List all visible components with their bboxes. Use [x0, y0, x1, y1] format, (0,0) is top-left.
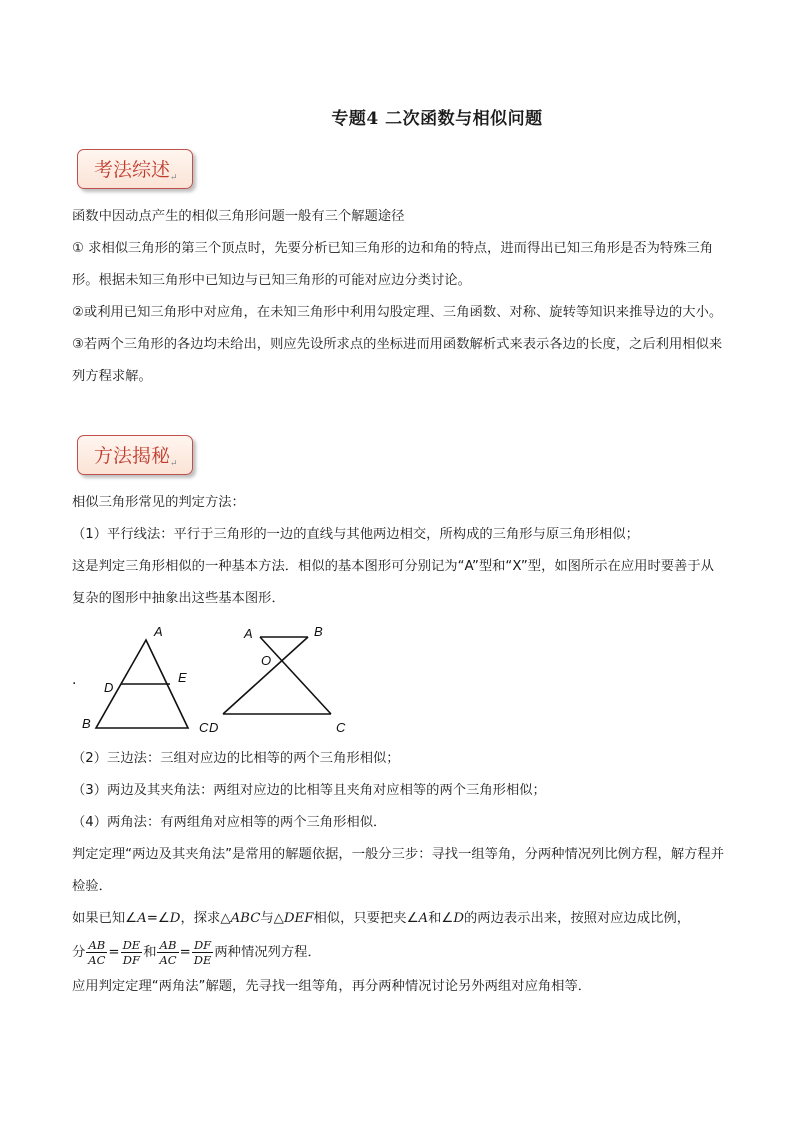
label-D: D: [209, 720, 219, 735]
badge-label: 方法揭秘: [94, 445, 171, 467]
fraction-de-df: $\frac{DE}{DF}$: [122, 937, 141, 967]
method-2: （2）三边法：三组对应边的比相等的两个三角形相似；: [72, 751, 400, 766]
label-A: A: [154, 624, 163, 639]
review-intro: 函数中因动点产生的相似三角形问题一般有三个解题途径: [72, 209, 405, 224]
return-mark-icon: ↵: [170, 459, 178, 469]
badge-label: 考法综述: [94, 159, 171, 181]
review-item-1: ① 求相似三角形的第三个顶点时，先要分析已知三角形的边和角的特点，进而得出已知三角形是否为特殊三角形。根据未知三角形中已知边与已知三角形的可能对应边分类讨论。: [72, 241, 714, 288]
method-section-bottom: [72, 743, 727, 1003]
label-C-left: C: [199, 720, 209, 735]
fraction-ab-ac: $\frac{AB}{AC}$: [88, 937, 106, 967]
section-badge-method: [77, 435, 193, 475]
review-item-3: ③若两个三角形的各边均未给出，则应先设所求点的坐标进而用函数解析式来表示各边的长度，之后利用相似来列方程求解。: [72, 337, 723, 384]
proportion-formula: 分 $\frac{AB}{AC}$ = $\frac{DE}{DF}$ 和 $\frac{AB}{AC}$ = $\frac{DF}{DE}$ 两种情况列方程．: [72, 937, 321, 967]
known-condition: 如果已知∠A=∠D，探求△ABC与△DEF相似，只要把夹∠A和∠D的两边表示出来，按照对应边成比例，: [72, 911, 691, 926]
method-1-note: 这是判定三角形相似的一种基本方法．相似的基本图形可分别记为“A”型和“X”型，如图所示在应用时要善于从复杂的图形中抽象出这些基本图形．: [72, 559, 714, 606]
label-A: A: [244, 626, 253, 641]
label-D: D: [104, 680, 114, 695]
fraction-ab-ac-2: $\frac{AB}{AC}$: [159, 937, 177, 967]
method-intro: 相似三角形常见的判定方法：: [72, 495, 245, 510]
label-E: E: [178, 670, 187, 685]
label-C: C: [336, 720, 346, 735]
theorem-note: 判定定理“两边及其夹角法”是常用的解题依据，一般分三步：寻找一组等角，分两种情况列比例方程，解方程并检验．: [72, 847, 725, 894]
x-type-figure: [196, 620, 366, 745]
a-type-figure: [78, 620, 208, 740]
method-3: （3）两边及其夹角法：两组对应边的比相等且夹角对应相等的两个三角形相似；: [72, 783, 546, 798]
method-4: （4）两角法：有两组角对应相等的两个三角形相似．: [72, 815, 387, 830]
two-angle-note: 应用判定定理“两角法”解题，先寻找一组等角，再分两种情况讨论另外两组对应角相等．: [72, 979, 592, 994]
review-section: [72, 201, 727, 393]
figure-dot: .: [72, 672, 77, 688]
return-mark-icon: ↵: [170, 173, 178, 183]
review-item-2: ②或利用已知三角形中对应角，在未知三角形中利用勾股定理、三角函数、对称、旋转等知识来推导边的大小。: [72, 305, 723, 320]
section-badge-review: [77, 149, 193, 189]
page-title: 专题4 二次函数与相似问题: [331, 109, 543, 129]
label-O: O: [261, 653, 272, 668]
fraction-df-de: $\frac{DF}{DE}$: [193, 937, 212, 967]
label-B: B: [314, 624, 323, 639]
method-1: （1）平行线法：平行于三角形的一边的直线与其他两边相交，所构成的三角形与原三角形相似；: [72, 527, 639, 542]
label-B: B: [82, 716, 91, 731]
method-section-top: [72, 487, 727, 615]
